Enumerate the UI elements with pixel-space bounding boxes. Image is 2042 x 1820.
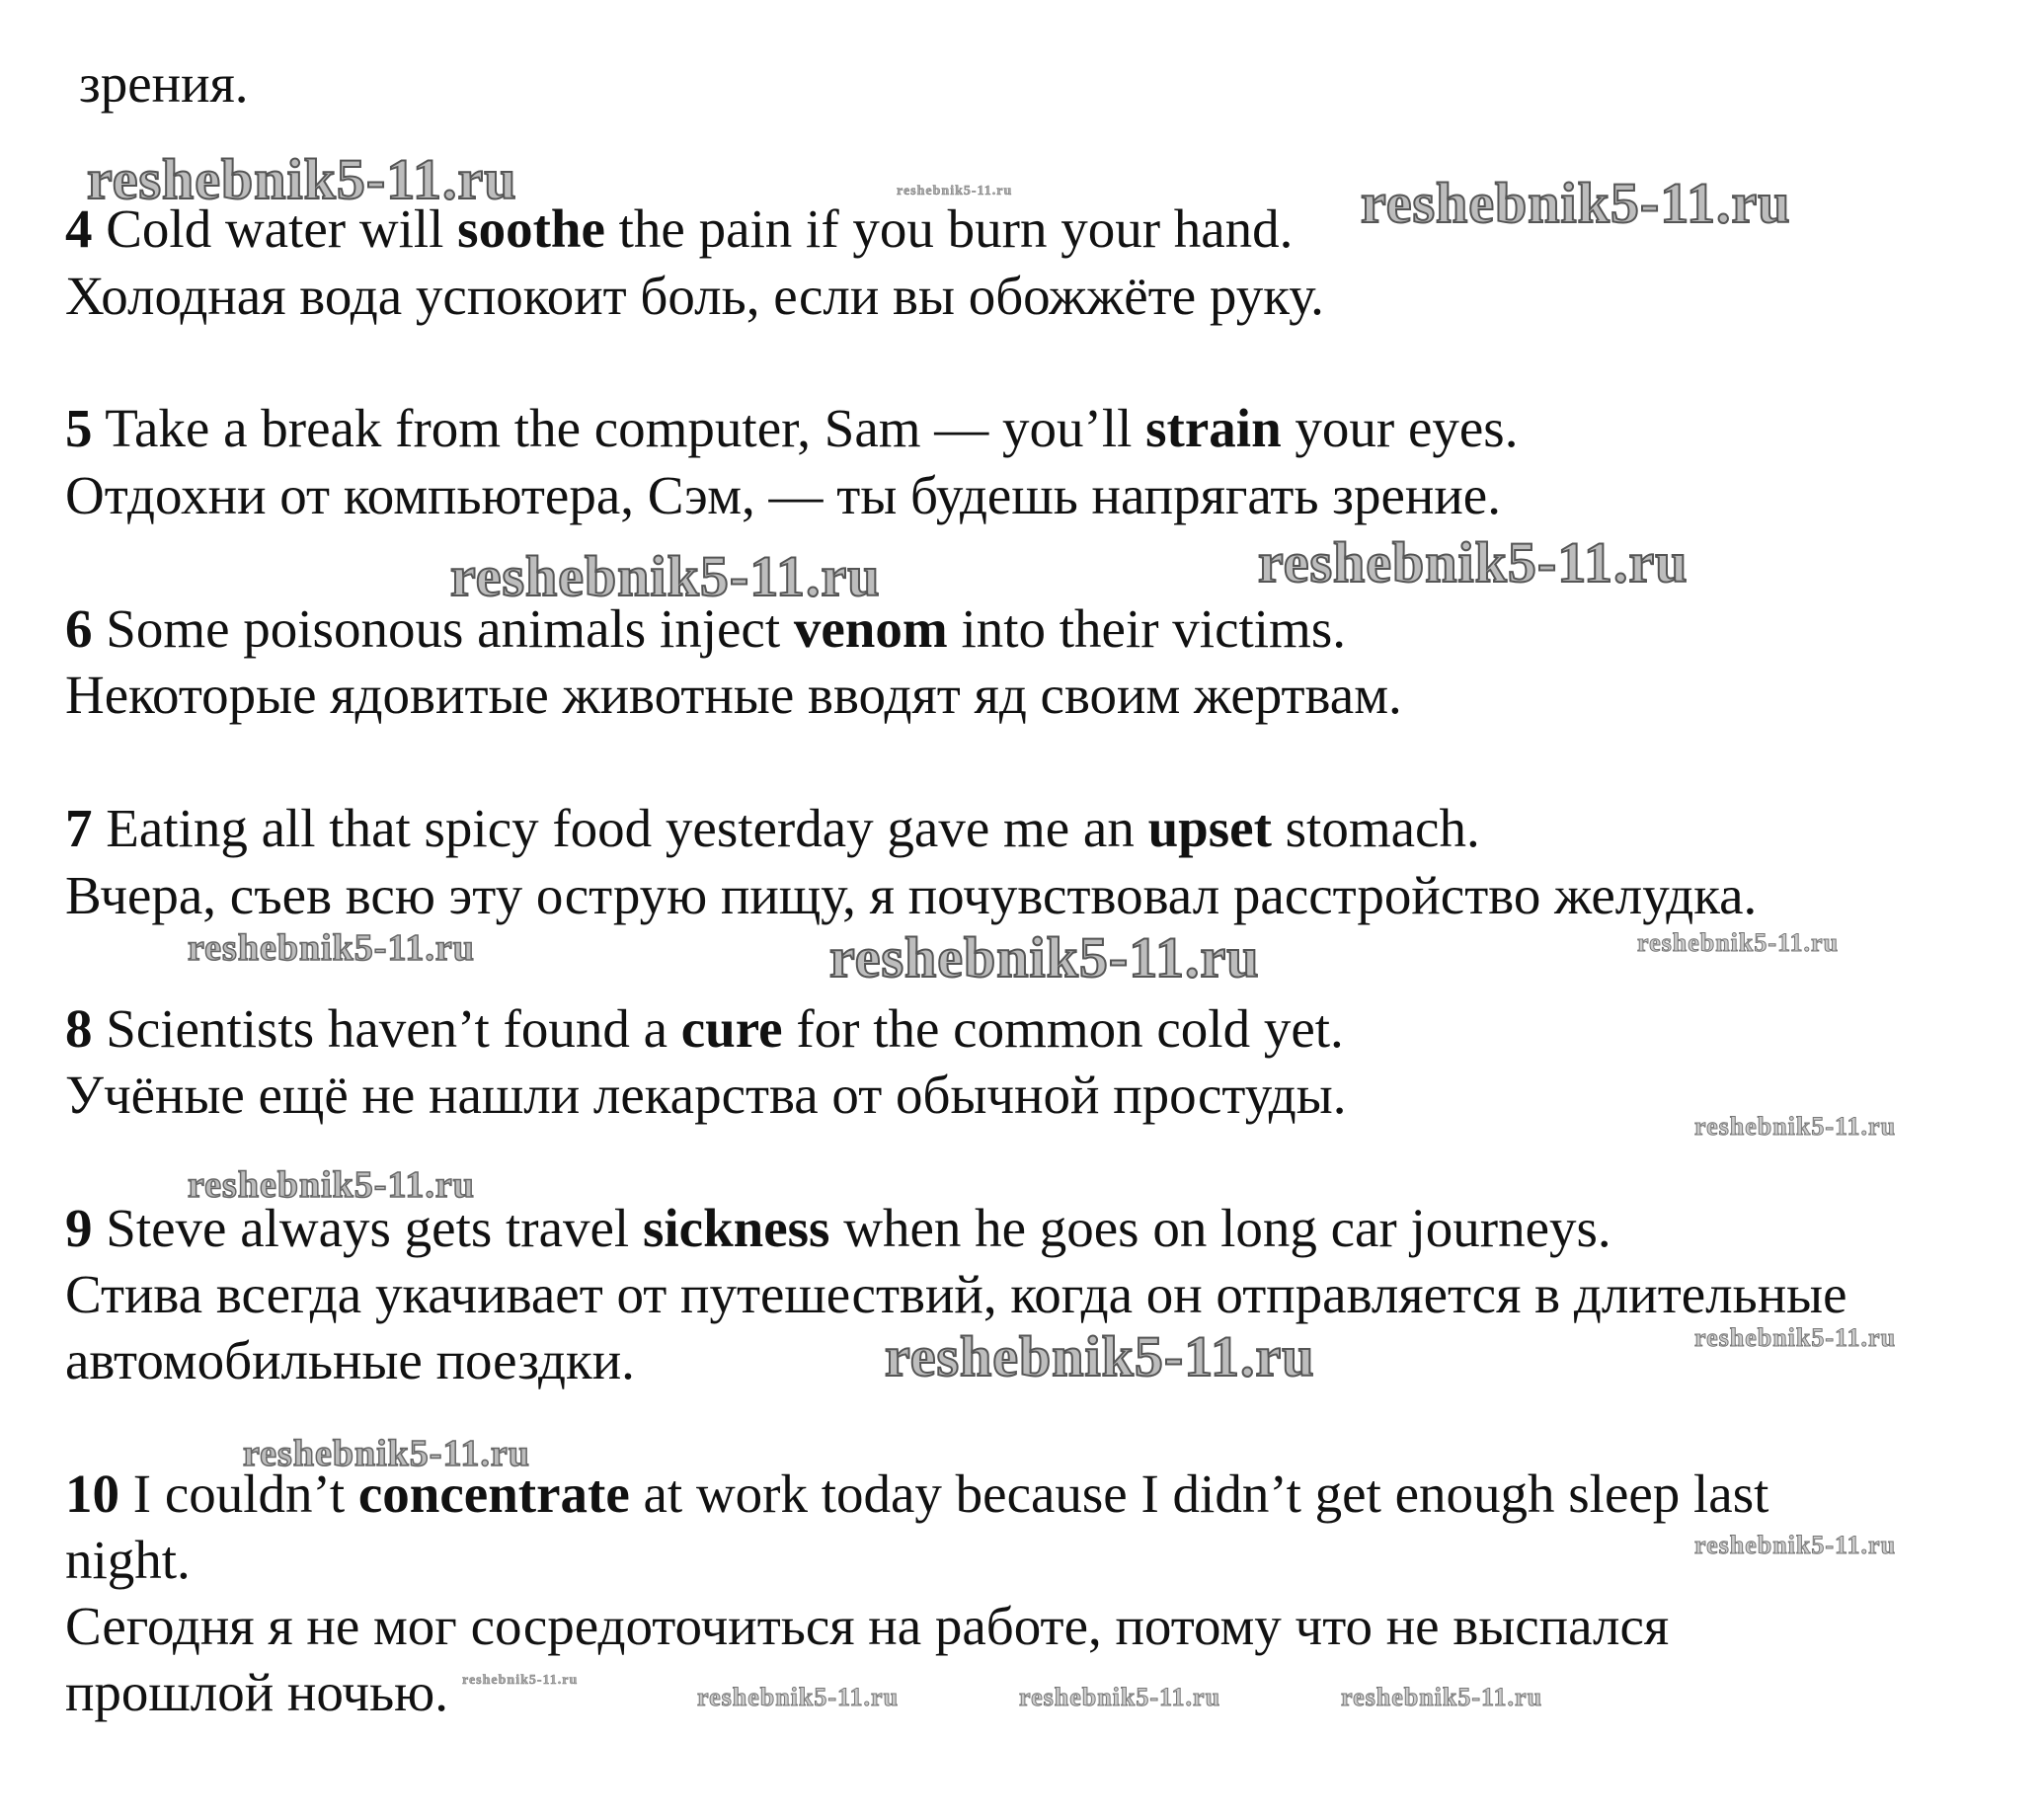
watermark: reshebnik5-11.ru bbox=[243, 1433, 530, 1474]
target-word: upset bbox=[1147, 798, 1272, 858]
watermark: reshebnik5-11.ru bbox=[188, 1164, 475, 1206]
watermark: reshebnik5-11.ru bbox=[1258, 530, 1689, 594]
sentence-5-ru: Отдохни от компьютера, Сэм, — ты будешь напрягать зрение. bbox=[65, 465, 1501, 525]
fragment-line: зрения. bbox=[79, 53, 249, 114]
sentence-6-ru: Некоторые ядовитые животные вводят яд своим жертвам. bbox=[65, 665, 1402, 725]
sentence-number: 6 bbox=[65, 598, 93, 659]
watermark: reshebnik5-11.ru bbox=[1341, 1683, 1543, 1711]
sentence-text: into their victims. bbox=[947, 598, 1346, 659]
sentence-number: 7 bbox=[65, 798, 93, 858]
watermark: reshebnik5-11.ru bbox=[462, 1673, 579, 1688]
sentence-text: your eyes. bbox=[1281, 398, 1519, 458]
sentence-number: 10 bbox=[65, 1464, 119, 1524]
watermark: reshebnik5-11.ru bbox=[87, 147, 517, 211]
sentence-text: Steve always gets travel bbox=[92, 1198, 643, 1258]
sentence-7-ru: Вчера, съев всю эту острую пищу, я почувствовал расстройство желудка. bbox=[65, 865, 1758, 925]
watermark: reshebnik5-11.ru bbox=[697, 1683, 900, 1711]
sentence-text: stomach. bbox=[1271, 798, 1480, 858]
sentence-9-ru-line2: автомобильные поездки. bbox=[65, 1330, 635, 1390]
sentence-text: Some poisonous animals inject bbox=[92, 598, 794, 659]
sentence-9-ru-line1: Стива всегда укачивает от путешествий, когда он отправляется в длительные bbox=[65, 1264, 1847, 1324]
target-word: strain bbox=[1145, 398, 1282, 458]
sentence-10-ru-line1: Сегодня я не мог сосредоточиться на работе, потому что не выспался bbox=[65, 1596, 1670, 1656]
target-word: soothe bbox=[457, 198, 605, 259]
sentence-10-en-cont: night. bbox=[65, 1530, 191, 1590]
sentence-number: 4 bbox=[65, 198, 93, 259]
target-word: cure bbox=[680, 998, 783, 1059]
sentence-text: at work today because I didn’t get enough sleep last bbox=[629, 1464, 1769, 1524]
watermark: reshebnik5-11.ru bbox=[1019, 1683, 1221, 1711]
sentence-number: 9 bbox=[65, 1198, 93, 1258]
watermark: reshebnik5-11.ru bbox=[188, 927, 475, 969]
sentence-8-ru: Учёные ещё не нашли лекарства от обычной простуды. bbox=[65, 1065, 1347, 1125]
watermark: reshebnik5-11.ru bbox=[1694, 1323, 1897, 1352]
sentence-text: Cold water will bbox=[92, 198, 458, 259]
sentence-5-en bbox=[65, 396, 1518, 461]
sentence-text: Eating all that spicy food yesterday gave me an bbox=[92, 798, 1148, 858]
watermark: reshebnik5-11.ru bbox=[829, 925, 1260, 989]
sentence-number: 8 bbox=[65, 998, 93, 1059]
sentence-text: I couldn’t bbox=[119, 1464, 358, 1524]
sentence-text: for the common cold yet. bbox=[782, 998, 1344, 1059]
sentence-10-ru-line2: прошлой ночью. bbox=[65, 1662, 449, 1722]
watermark: reshebnik5-11.ru bbox=[1637, 928, 1840, 957]
target-word: venom bbox=[793, 598, 948, 659]
watermark: reshebnik5-11.ru bbox=[885, 1324, 1315, 1388]
watermark: reshebnik5-11.ru bbox=[1694, 1531, 1897, 1559]
sentence-text: the pain if you burn your hand. bbox=[604, 198, 1294, 259]
watermark: reshebnik5-11.ru bbox=[1694, 1112, 1897, 1141]
watermark: reshebnik5-11.ru bbox=[1361, 171, 1791, 235]
sentence-7-en bbox=[65, 796, 1480, 861]
target-word: concentrate bbox=[357, 1464, 630, 1524]
watermark: reshebnik5-11.ru bbox=[897, 184, 1013, 198]
target-word: sickness bbox=[642, 1198, 830, 1258]
sentence-4-ru: Холодная вода успокоит боль, если вы обожжёте руку. bbox=[65, 266, 1324, 326]
sentence-text: when he goes on long car journeys. bbox=[829, 1198, 1611, 1258]
watermark: reshebnik5-11.ru bbox=[450, 544, 881, 608]
sentence-8-en bbox=[65, 996, 1344, 1062]
sentence-text: Take a break from the computer, Sam — you’ll bbox=[92, 398, 1146, 458]
sentence-number: 5 bbox=[65, 398, 93, 458]
sentence-text: Scientists haven’t found a bbox=[92, 998, 681, 1059]
